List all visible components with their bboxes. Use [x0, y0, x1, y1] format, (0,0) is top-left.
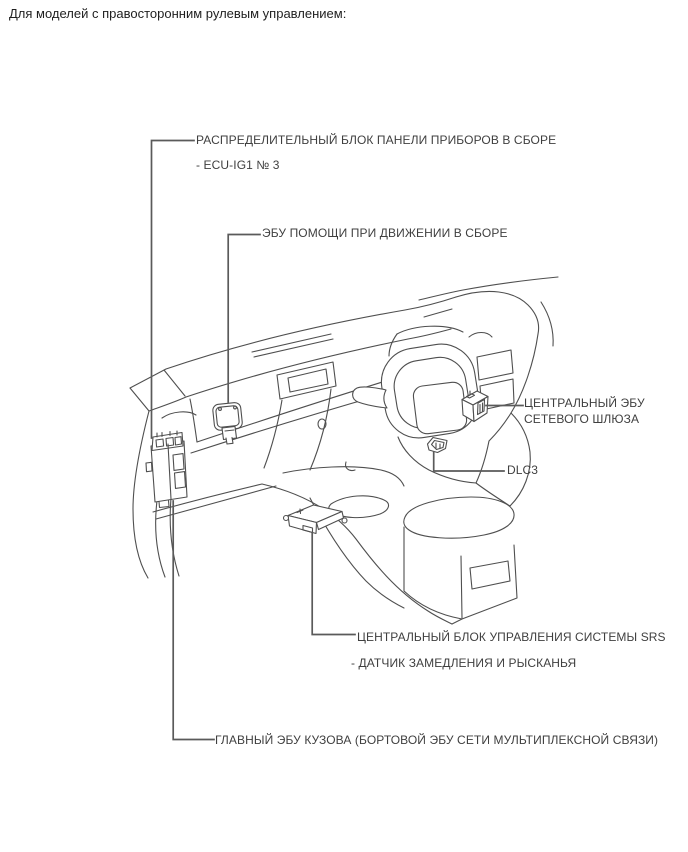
- label-srs-unit-sub: - ДАТЧИК ЗАМЕДЛЕНИЯ И РЫСКАНЬЯ: [351, 656, 577, 670]
- leader-junction-block: [152, 141, 195, 439]
- junction-block-box: [146, 431, 187, 508]
- srs-control-unit-box: [284, 505, 348, 534]
- center-console: [262, 467, 517, 624]
- label-srs-unit-title: ЦЕНТРАЛЬНЫЙ БЛОК УПРАВЛЕНИЯ СИСТЕМЫ SRS: [357, 630, 666, 644]
- leader-srs-unit: [312, 533, 355, 635]
- label-junction-block-sub: - ECU-IG1 № 3: [196, 158, 280, 172]
- label-central-gateway-ecu-line2: СЕТЕВОГО ШЛЮЗА: [524, 412, 640, 426]
- leader-main-body-ecu: [173, 501, 214, 740]
- leader-dlc3: [434, 452, 504, 471]
- label-driving-support-ecu: ЭБУ ПОМОЩИ ПРИ ДВИЖЕНИИ В СБОРЕ: [262, 226, 508, 240]
- dlc3-connector: [428, 438, 448, 453]
- steering-wheel: [353, 326, 484, 443]
- label-central-gateway-ecu-line1: ЦЕНТРАЛЬНЫЙ ЭБУ: [524, 396, 645, 410]
- page-note: Для моделей с правосторонним рулевым управлением:: [9, 6, 347, 21]
- label-dlc3: DLC3: [507, 463, 539, 477]
- leader-driving-support-ecu: [228, 235, 260, 403]
- label-main-body-ecu: ГЛАВНЫЙ ЭБУ КУЗОВА (БОРТОВОЙ ЭБУ СЕТИ МУЛЬТИПЛЕКСНОЙ СВЯЗИ): [215, 733, 659, 747]
- label-junction-block-title: РАСПРЕДЕЛИТЕЛЬНЫЙ БЛОК ПАНЕЛИ ПРИБОРОВ В СБОРЕ: [196, 133, 557, 147]
- turn-signal-stalk: [353, 387, 387, 408]
